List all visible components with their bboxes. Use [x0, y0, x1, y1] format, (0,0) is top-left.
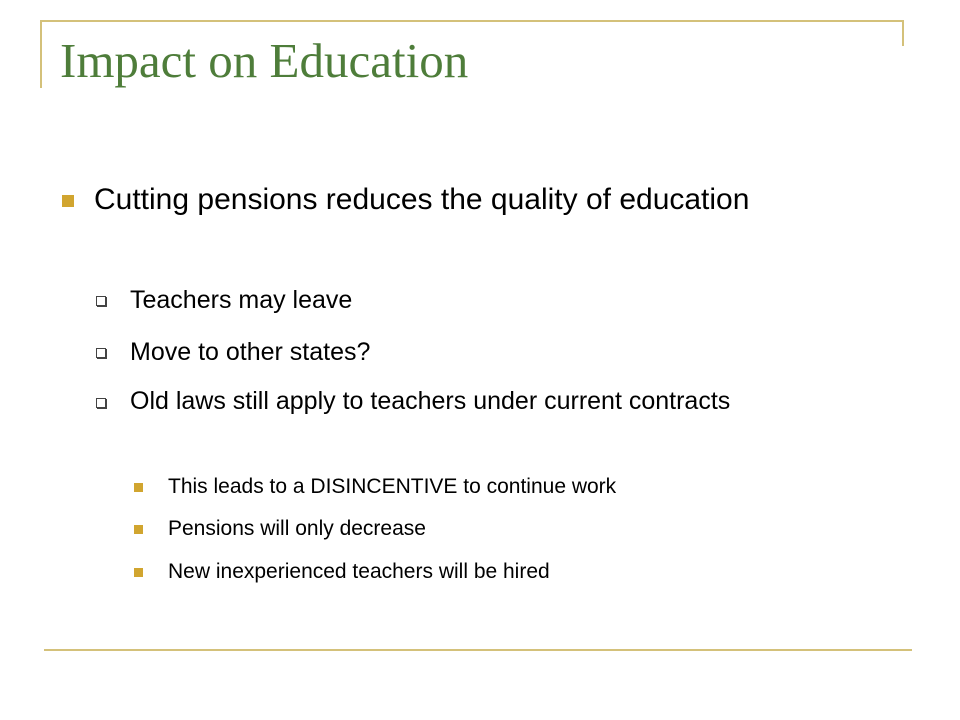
frame-top-rule: [40, 20, 904, 22]
bullet-level3: Pensions will only decrease: [168, 517, 426, 540]
bullet-level1: Cutting pensions reduces the quality of education: [94, 183, 750, 216]
frame-left-rule: [40, 20, 42, 88]
bullet-level2: Old laws still apply to teachers under current contracts: [130, 387, 731, 415]
square-bullet-icon: [134, 525, 143, 534]
bullet-level3: New inexperienced teachers will be hired: [168, 560, 550, 583]
bullet-level2: Move to other states?: [130, 338, 371, 366]
bullet-level2: Teachers may leave: [130, 286, 353, 314]
square-bullet-icon: [134, 568, 143, 577]
square-bullet-icon: [134, 483, 143, 492]
checkbox-bullet-icon: [96, 296, 106, 306]
frame-right-rule: [902, 20, 904, 46]
bullet-level3: This leads to a DISINCENTIVE to continue work: [168, 475, 617, 498]
square-bullet-icon: [62, 195, 74, 207]
checkbox-bullet-icon: [96, 348, 106, 358]
checkbox-bullet-icon: [96, 398, 106, 408]
frame-bottom-rule: [44, 649, 912, 651]
slide-title: Impact on Education: [60, 33, 469, 88]
